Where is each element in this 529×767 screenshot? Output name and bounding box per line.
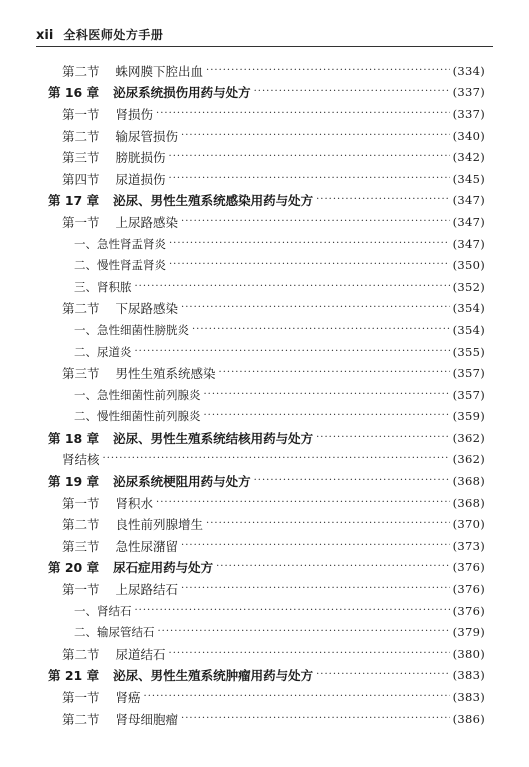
- dot-leader: [181, 301, 450, 315]
- toc-entry-title: 输尿管损伤: [115, 128, 179, 144]
- toc-entry-title: 蛛网膜下腔出血: [115, 63, 204, 79]
- toc-entry-title: 二、尿道炎: [74, 344, 132, 359]
- dot-leader: [206, 64, 450, 78]
- dot-leader: [316, 431, 449, 445]
- toc-entry-title: 泌尿系统梗阻用药与处方: [113, 474, 251, 490]
- toc-chapter-entry[interactable]: [48, 427, 485, 449]
- toc-entry-title: 二、慢性细菌性前列腺炎: [74, 409, 201, 424]
- toc-page-number: (379): [452, 625, 485, 640]
- toc-section-entry[interactable]: [48, 146, 485, 168]
- dot-leader: [181, 712, 450, 726]
- toc-chapter-entry[interactable]: [48, 470, 485, 492]
- toc-chapter-entry[interactable]: [48, 82, 485, 104]
- dot-leader: [204, 409, 450, 423]
- toc-page-number: (370): [452, 517, 485, 532]
- toc-section-entry[interactable]: [48, 513, 485, 535]
- toc-page-number: (342): [452, 150, 485, 165]
- toc-entry-number: 第二节: [62, 63, 100, 79]
- toc-entry-number: 第三节: [62, 366, 100, 382]
- toc-page-number: (380): [452, 646, 485, 661]
- toc-subsection-entry[interactable]: [48, 406, 485, 428]
- toc-section-entry[interactable]: [48, 211, 485, 233]
- dot-leader: [169, 237, 450, 251]
- dot-leader: [254, 474, 450, 488]
- dot-leader: [204, 388, 450, 402]
- toc-section-entry[interactable]: [48, 492, 485, 514]
- toc-page-number: (376): [452, 603, 485, 618]
- dot-leader: [192, 323, 450, 337]
- toc-entry-number: 第三节: [62, 150, 100, 166]
- toc-page-number: (383): [452, 690, 485, 705]
- toc-entry-number: 第一节: [62, 495, 100, 511]
- toc-entry-number: 第 18 章: [48, 430, 100, 446]
- toc-page-number: (373): [452, 538, 485, 553]
- dot-leader: [135, 604, 450, 618]
- toc-entry-number: 第 17 章: [48, 193, 100, 209]
- toc-section-entry[interactable]: [48, 60, 485, 82]
- toc-section-entry[interactable]: [48, 125, 485, 147]
- toc-subsection-entry[interactable]: [48, 276, 485, 298]
- dot-leader: [206, 517, 450, 531]
- toc-page-number: (376): [452, 560, 485, 575]
- toc-entry-number: 第二节: [62, 517, 100, 533]
- running-header: [36, 26, 163, 46]
- dot-leader: [181, 539, 450, 553]
- toc-page-number: (337): [452, 106, 485, 121]
- toc-entry-number: 第二节: [62, 646, 100, 662]
- toc-entry-number: 第 20 章: [48, 560, 100, 576]
- toc-entry-title: 尿石症用药与处方: [113, 560, 214, 576]
- page-number: xii: [36, 28, 54, 43]
- toc-entry-number: 第二节: [62, 301, 100, 317]
- toc-entry-title: 二、慢性肾盂肾炎: [74, 258, 166, 273]
- toc-entry-title: 三、肾积脓: [74, 279, 132, 294]
- toc-entry-number: 第四节: [62, 171, 100, 187]
- toc-page-number: (386): [452, 711, 485, 726]
- toc-subsection-entry[interactable]: [48, 621, 485, 643]
- toc-chapter-entry[interactable]: [48, 190, 485, 212]
- toc-section-entry[interactable]: [48, 643, 485, 665]
- toc-chapter-entry[interactable]: [48, 665, 485, 687]
- dot-leader: [316, 668, 449, 682]
- dot-leader: [169, 647, 450, 661]
- toc-entry-number: 第 16 章: [48, 85, 100, 101]
- toc-page-number: (383): [452, 668, 485, 683]
- dot-leader: [181, 582, 450, 596]
- dot-leader: [103, 452, 450, 466]
- toc-entry-title: 上尿路结石: [115, 582, 179, 598]
- toc-subsection-entry[interactable]: [48, 600, 485, 622]
- dot-leader: [156, 107, 450, 121]
- toc-section-entry[interactable]: [48, 298, 485, 320]
- dot-leader: [316, 193, 449, 207]
- toc-entry-title: 泌尿、男性生殖系统感染用药与处方: [113, 193, 314, 209]
- toc-page-number: (350): [452, 258, 485, 273]
- toc-section-entry[interactable]: [48, 686, 485, 708]
- toc-entry-title: 肾癌: [115, 690, 141, 706]
- toc-page-number: (368): [452, 474, 485, 489]
- dot-leader: [169, 150, 450, 164]
- toc-entry-title: 一、急性细菌性前列腺炎: [74, 387, 201, 402]
- toc-entry-title: 一、肾结石: [74, 603, 132, 618]
- toc-entry-number: 第一节: [62, 582, 100, 598]
- dot-leader: [158, 625, 450, 639]
- toc-entry-title: 上尿路感染: [115, 214, 179, 230]
- toc-section-entry[interactable]: [48, 103, 485, 125]
- book-title: 全科医师处方手册: [63, 28, 164, 42]
- toc-entry-number: 第一节: [62, 690, 100, 706]
- toc-entry-title: 一、急性肾盂肾炎: [74, 236, 166, 251]
- toc-page-number: (355): [452, 344, 485, 359]
- dot-leader: [144, 690, 450, 704]
- dot-leader: [156, 496, 450, 510]
- toc-entry-title: 尿道结石: [115, 646, 166, 662]
- dot-leader: [169, 172, 450, 186]
- toc-page-number: (357): [452, 366, 485, 381]
- dot-leader: [169, 258, 450, 272]
- toc-page-number: (337): [452, 85, 485, 100]
- toc-section-entry[interactable]: [48, 578, 485, 600]
- toc-page-number: (345): [452, 171, 485, 186]
- toc-subsection-entry[interactable]: [48, 254, 485, 276]
- toc-entry-number: 第二节: [62, 128, 100, 144]
- toc-page-number: (359): [452, 409, 485, 424]
- toc-entry-number: 第 19 章: [48, 474, 100, 490]
- toc-entry-number: 第一节: [62, 214, 100, 230]
- toc-entry-title: 泌尿、男性生殖系统肿瘤用药与处方: [113, 668, 314, 684]
- toc-page-number: (347): [452, 193, 485, 208]
- toc-entry-title: 尿道损伤: [115, 171, 166, 187]
- dot-leader: [181, 215, 450, 229]
- toc-entry-title: 肾损伤: [115, 106, 154, 122]
- dot-leader: [135, 280, 450, 294]
- toc-entry-number: 第三节: [62, 538, 100, 554]
- toc-section-entry[interactable]: [48, 708, 485, 730]
- toc-entry-title: 肾结核: [62, 452, 100, 468]
- header-rule: [36, 46, 493, 47]
- toc-page-number: (354): [452, 301, 485, 316]
- toc-page-number: (368): [452, 495, 485, 510]
- toc-entry-title: 泌尿系统损伤用药与处方: [113, 85, 251, 101]
- toc-section-entry[interactable]: [48, 168, 485, 190]
- toc-entry-title: 良性前列腺增生: [115, 517, 204, 533]
- dot-leader: [254, 85, 450, 99]
- dot-leader: [219, 366, 450, 380]
- toc-page-number: (357): [452, 387, 485, 402]
- toc-entry-number: 第 21 章: [48, 668, 100, 684]
- toc-entry-number: 第一节: [62, 106, 100, 122]
- toc-entry-title: 肾母细胞瘤: [115, 711, 179, 727]
- toc-subsection-entry[interactable]: [48, 319, 485, 341]
- toc-entry-title: 男性生殖系统感染: [115, 366, 216, 382]
- toc-entry-title: 急性尿潴留: [115, 538, 179, 554]
- toc-section-entry[interactable]: [48, 535, 485, 557]
- toc-entry-title: 肾积水: [115, 495, 154, 511]
- dot-leader: [216, 560, 449, 574]
- toc-section-entry[interactable]: [48, 362, 485, 384]
- toc-entry-title: 一、急性细菌性膀胱炎: [74, 322, 189, 337]
- toc-subsection-entry[interactable]: [48, 384, 485, 406]
- toc-page-number: (334): [452, 63, 485, 78]
- toc-entry-title: 二、输尿管结石: [74, 625, 155, 640]
- toc-page-number: (362): [452, 430, 485, 445]
- toc-entry-title: 膀胱损伤: [115, 150, 166, 166]
- toc-subsection-entry[interactable]: [48, 341, 485, 363]
- toc-page-number: (340): [452, 128, 485, 143]
- toc-entry-number: 第二节: [62, 711, 100, 727]
- toc-subsection-entry[interactable]: [48, 233, 485, 255]
- toc-entry-title: 下尿路感染: [115, 301, 179, 317]
- toc-page-number: (362): [452, 452, 485, 467]
- toc-page-number: (354): [452, 322, 485, 337]
- toc-entry-title: 泌尿、男性生殖系统结核用药与处方: [113, 430, 314, 446]
- dot-leader: [135, 345, 450, 359]
- dot-leader: [181, 129, 450, 143]
- table-of-contents: [48, 60, 485, 729]
- toc-page-number: (347): [452, 214, 485, 229]
- toc-page-number: (376): [452, 582, 485, 597]
- toc-page-number: (352): [452, 279, 485, 294]
- toc-chapter-entry[interactable]: [48, 557, 485, 579]
- toc-page-number: (347): [452, 236, 485, 251]
- toc-section-entry[interactable]: [48, 449, 485, 471]
